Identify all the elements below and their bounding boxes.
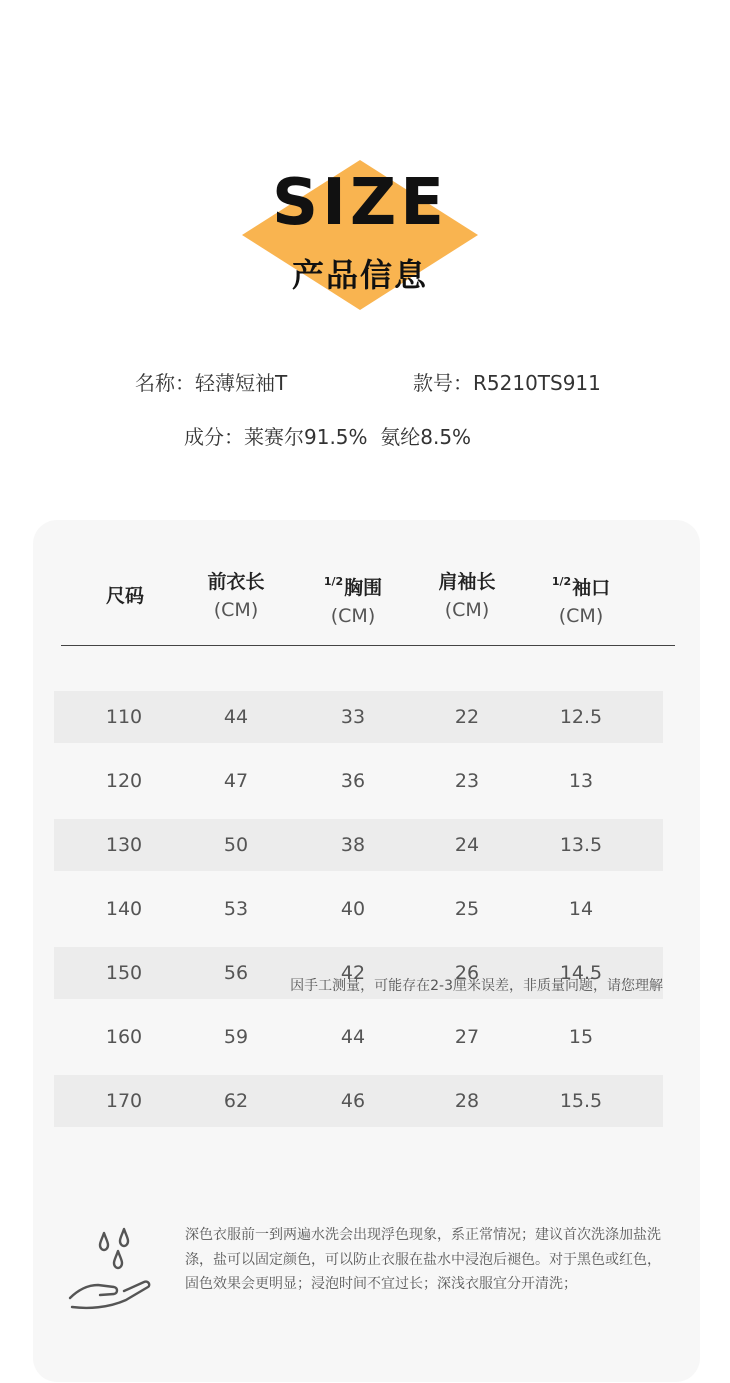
header-half-cuff: $^{1/2}$袖口 (CM) [551,575,611,627]
cell-size: 140 [105,898,143,920]
cell-front-length: 50 [223,834,249,856]
cell-shoulder-sleeve: 27 [454,1026,480,1048]
cell-half-cuff: 15 [568,1026,594,1048]
wash-note: 深色衣服前一到两遍水洗会出现浮色现象，系正常情况；建议首次洗涤加盐洗涤，盐可以固定颜色，可以防止衣服在盐水中浸泡后褪色。对于黑色或红色，固色效果会更明显；浸泡时间不宜过长；深浅衣服宜分开清洗； [185,1227,661,1292]
table-row [54,1075,663,1127]
header-size: 尺码 [105,585,144,607]
cell-half-cuff: 14.5 [559,962,603,984]
cell-half-chest: 40 [340,898,366,920]
table-row [54,755,663,807]
cell-shoulder-sleeve: 26 [454,962,480,984]
table-row [54,883,663,935]
cell-half-chest: 42 [340,962,366,984]
product-model: 款号：R5210TS911 [413,371,601,395]
cell-shoulder-sleeve: 22 [454,706,480,728]
cell-half-chest: 38 [340,834,366,856]
size-title: SIZE [271,166,449,240]
product-composition: 成分：莱赛尔91.5% 氨纶8.5% [184,425,472,449]
size-subtitle: 产品信息 [291,256,428,294]
header-front-length: 前衣长 (CM) [207,571,265,621]
cell-half-cuff: 14 [568,898,594,920]
cell-front-length: 56 [223,962,249,984]
cell-half-chest: 44 [340,1026,366,1048]
cell-half-cuff: 12.5 [559,706,603,728]
cell-shoulder-sleeve: 24 [454,834,480,856]
cell-size: 120 [105,770,143,792]
cell-front-length: 47 [223,770,249,792]
table-row [54,819,663,871]
cell-shoulder-sleeve: 25 [454,898,480,920]
cell-size: 130 [105,834,143,856]
header-half-chest: $^{1/2}$胸围 (CM) [323,575,383,627]
size-chart-card [33,520,700,1382]
cell-half-chest: 46 [340,1090,366,1112]
cell-size: 110 [105,706,143,728]
hand-water-drops-icon [68,1225,154,1319]
measurement-note: 因手工测量，可能存在2-3厘米误差，非质量问题，请您理解 [290,978,663,994]
size-logo [240,155,480,315]
header-divider [61,645,675,646]
cell-front-length: 59 [223,1026,249,1048]
cell-shoulder-sleeve: 23 [454,770,480,792]
product-name: 名称：轻薄短袖T [135,371,288,395]
cell-shoulder-sleeve: 28 [454,1090,480,1112]
cell-size: 150 [105,962,143,984]
cell-half-chest: 33 [340,706,366,728]
header-shoulder-sleeve-length: 肩袖长 (CM) [438,571,496,621]
cell-half-cuff: 13.5 [559,834,603,856]
cell-front-length: 53 [223,898,249,920]
cell-front-length: 44 [223,706,249,728]
cell-front-length: 62 [223,1090,249,1112]
cell-half-cuff: 13 [568,770,594,792]
cell-size: 160 [105,1026,143,1048]
cell-half-chest: 36 [340,770,366,792]
cell-half-cuff: 15.5 [559,1090,603,1112]
table-row [54,691,663,743]
cell-size: 170 [105,1090,143,1112]
table-row [54,1011,663,1063]
